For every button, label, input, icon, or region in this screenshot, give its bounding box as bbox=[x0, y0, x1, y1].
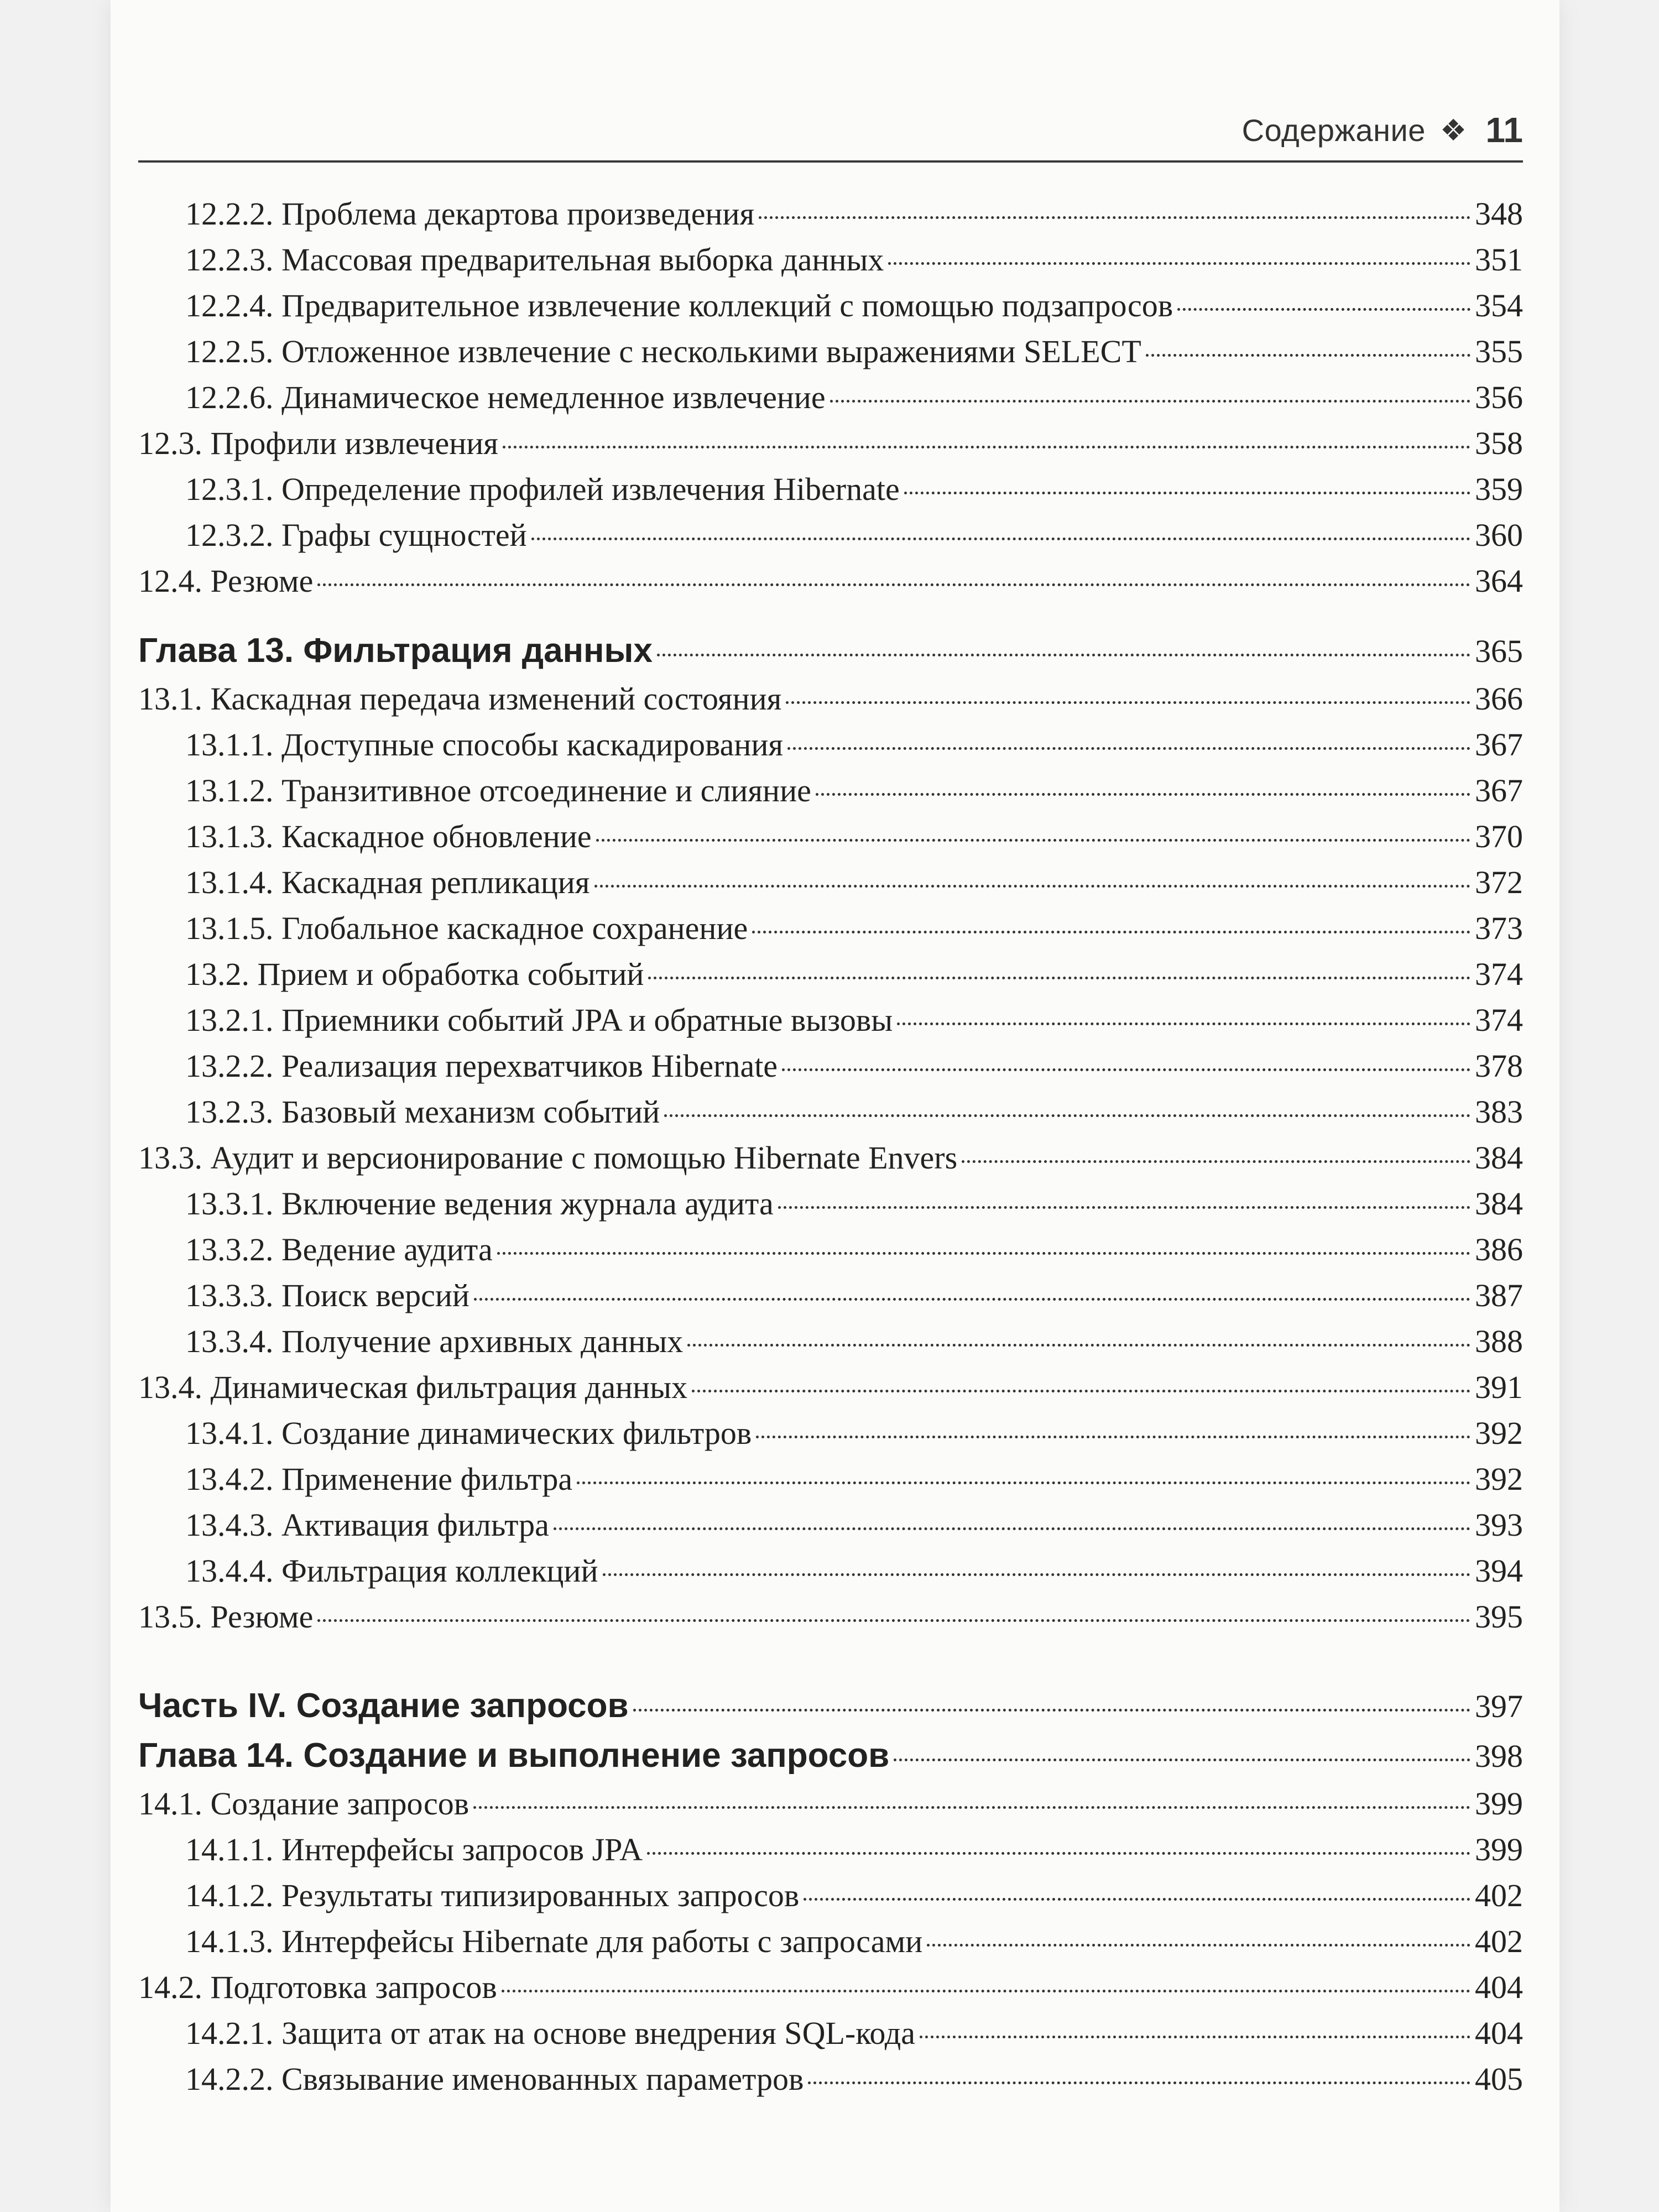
toc-entry-title: 13.1.1. Доступные способы каскадирования bbox=[185, 727, 784, 763]
toc-entry bbox=[138, 512, 1523, 558]
toc-entry-title: Глава 14. Создание и выполнение запросов bbox=[138, 1736, 890, 1775]
toc-entry-title: 13.4.2. Применение фильтра bbox=[185, 1461, 573, 1497]
toc-entry-page: 404 bbox=[1475, 2015, 1523, 2051]
section-title: Содержание bbox=[1241, 112, 1426, 148]
toc-entry-title: 13.1. Каскадная передача изменений состояния bbox=[138, 681, 782, 717]
dot-leader bbox=[759, 216, 1470, 219]
dot-leader bbox=[317, 583, 1470, 586]
toc-entry bbox=[138, 997, 1523, 1043]
toc-entry-page: 402 bbox=[1475, 1923, 1523, 1959]
dot-leader bbox=[786, 701, 1470, 704]
toc-entry-page: 370 bbox=[1475, 818, 1523, 854]
toc-entry-title: 13.1.4. Каскадная репликация bbox=[185, 864, 590, 900]
toc-entry-title: 14.2.1. Защита от атак на основе внедрения SQL-кода bbox=[185, 2015, 916, 2051]
toc-entry-title: 12.2.5. Отложенное извлечение с несколькими выражениями SELECT bbox=[185, 333, 1141, 369]
toc-entry bbox=[138, 558, 1523, 604]
toc-entry-title: 13.3.4. Получение архивных данных bbox=[185, 1323, 684, 1359]
dot-leader bbox=[502, 1990, 1470, 1992]
toc-entry-title: 13.5. Резюме bbox=[138, 1599, 314, 1635]
dot-leader bbox=[804, 1898, 1470, 1901]
table-of-contents bbox=[138, 191, 1523, 2102]
toc-entry-page: 374 bbox=[1475, 1002, 1523, 1038]
dot-leader bbox=[888, 262, 1470, 265]
toc-entry-page: 348 bbox=[1475, 196, 1523, 232]
toc-entry-page: 398 bbox=[1475, 1738, 1523, 1774]
toc-entry-title: 13.2.2. Реализация перехватчиков Hibernate bbox=[185, 1048, 778, 1084]
toc-entry bbox=[138, 191, 1523, 237]
toc-entry-page: 367 bbox=[1475, 773, 1523, 808]
toc-entry bbox=[138, 1272, 1523, 1318]
toc-entry-page: 384 bbox=[1475, 1140, 1523, 1176]
toc-entry-page: 351 bbox=[1475, 242, 1523, 278]
toc-entry bbox=[138, 2010, 1523, 2056]
dot-leader bbox=[664, 1114, 1470, 1117]
dot-leader bbox=[594, 885, 1471, 888]
toc-entry-page: 399 bbox=[1475, 1832, 1523, 1867]
toc-entry bbox=[138, 1964, 1523, 2010]
toc-entry-title: Часть IV. Создание запросов bbox=[138, 1687, 629, 1725]
toc-entry-page: 374 bbox=[1475, 956, 1523, 992]
dot-leader bbox=[756, 1436, 1470, 1438]
toc-entry-page: 395 bbox=[1475, 1599, 1523, 1635]
dot-leader bbox=[603, 1573, 1471, 1576]
toc-entry bbox=[138, 1872, 1523, 1918]
toc-entry-page: 386 bbox=[1475, 1232, 1523, 1267]
toc-entry bbox=[138, 905, 1523, 951]
toc-entry-title: 13.4.4. Фильтрация коллекций bbox=[185, 1553, 598, 1589]
toc-entry bbox=[138, 374, 1523, 420]
toc-entry-title: 12.3. Профили извлечения bbox=[138, 425, 498, 461]
page-number: 11 bbox=[1485, 110, 1523, 150]
toc-entry-page: 373 bbox=[1475, 910, 1523, 946]
toc-entry-title: 12.3.2. Графы сущностей bbox=[185, 517, 527, 553]
toc-entry-page: 378 bbox=[1475, 1048, 1523, 1084]
toc-entry bbox=[138, 1918, 1523, 1964]
toc-entry-page: 383 bbox=[1475, 1094, 1523, 1130]
toc-entry-page: 365 bbox=[1475, 633, 1523, 669]
toc-entry-title: 12.3.1. Определение профилей извлечения Hibernate bbox=[185, 471, 900, 507]
toc-entry-page: 360 bbox=[1475, 517, 1523, 553]
toc-entry-title: 13.1.2. Транзитивное отсоединение и слияние bbox=[185, 773, 811, 808]
toc-entry-title: 13.3. Аудит и версионирование с помощью Hibernate Envers bbox=[138, 1140, 958, 1176]
toc-entry-page: 399 bbox=[1475, 1786, 1523, 1822]
dot-leader bbox=[577, 1481, 1470, 1484]
dot-leader bbox=[503, 446, 1470, 448]
toc-entry-page: 391 bbox=[1475, 1369, 1523, 1405]
toc-entry-page: 372 bbox=[1475, 864, 1523, 900]
toc-entry-page: 388 bbox=[1475, 1323, 1523, 1359]
toc-entry-title: 13.1.5. Глобальное каскадное сохранение bbox=[185, 910, 748, 946]
dot-leader bbox=[687, 1344, 1470, 1347]
toc-entry bbox=[138, 1594, 1523, 1640]
toc-entry-title: 12.2.6. Динамическое немедленное извлечение bbox=[185, 379, 826, 415]
toc-entry bbox=[138, 813, 1523, 859]
toc-entry bbox=[138, 722, 1523, 768]
toc-entry-title: 13.4.1. Создание динамических фильтров bbox=[185, 1415, 752, 1451]
dot-leader bbox=[596, 839, 1470, 842]
toc-entry-title: 13.3.2. Ведение аудита bbox=[185, 1232, 493, 1267]
toc-entry-title: 13.2.3. Базовый механизм событий bbox=[185, 1094, 660, 1130]
toc-entry bbox=[138, 1781, 1523, 1827]
toc-entry-page: 387 bbox=[1475, 1277, 1523, 1313]
toc-entry-page: 392 bbox=[1475, 1415, 1523, 1451]
toc-entry-page: 404 bbox=[1475, 1969, 1523, 2005]
dot-leader bbox=[808, 2081, 1470, 2084]
toc-entry-title: 13.2.1. Приемники событий JPA и обратные вызовы bbox=[185, 1002, 893, 1038]
dot-leader bbox=[648, 977, 1470, 979]
toc-entry-title: Глава 13. Фильтрация данных bbox=[138, 632, 653, 670]
dot-leader bbox=[904, 492, 1470, 494]
toc-entry-title: 13.4.3. Активация фильтра bbox=[185, 1507, 549, 1543]
dot-leader bbox=[633, 1709, 1470, 1712]
dot-leader bbox=[782, 1068, 1470, 1071]
toc-entry-title: 12.4. Резюме bbox=[138, 563, 314, 599]
dot-leader bbox=[497, 1252, 1470, 1255]
toc-entry-title: 14.1.1. Интерфейсы запросов JPA bbox=[185, 1832, 643, 1867]
dot-leader bbox=[778, 1206, 1470, 1209]
dot-leader bbox=[897, 1022, 1470, 1025]
toc-entry bbox=[138, 1364, 1523, 1410]
toc-entry-title: 13.1.3. Каскадное обновление bbox=[185, 818, 592, 854]
toc-entry-page: 354 bbox=[1475, 288, 1523, 324]
toc-entry-title: 14.1. Создание запросов bbox=[138, 1786, 469, 1822]
dot-leader bbox=[830, 400, 1470, 403]
toc-entry-title: 13.4. Динамическая фильтрация данных bbox=[138, 1369, 688, 1405]
toc-entry bbox=[138, 1043, 1523, 1089]
toc-part-entry bbox=[138, 1681, 1523, 1731]
toc-entry-page: 384 bbox=[1475, 1186, 1523, 1222]
dot-leader bbox=[894, 1759, 1470, 1761]
toc-chapter-entry bbox=[138, 626, 1523, 676]
toc-entry bbox=[138, 2056, 1523, 2102]
toc-entry-page: 402 bbox=[1475, 1877, 1523, 1913]
toc-entry-page: 364 bbox=[1475, 563, 1523, 599]
toc-entry-title: 12.2.3. Массовая предварительная выборка данных bbox=[185, 242, 884, 278]
toc-entry bbox=[138, 1456, 1523, 1502]
toc-entry-page: 392 bbox=[1475, 1461, 1523, 1497]
dot-leader bbox=[787, 747, 1470, 750]
toc-entry-title: 12.2.4. Предварительное извлечение коллекций с помощью подзапросов bbox=[185, 288, 1173, 324]
spacer bbox=[138, 604, 1523, 626]
header-rule bbox=[138, 160, 1523, 163]
toc-entry bbox=[138, 951, 1523, 997]
toc-entry bbox=[138, 676, 1523, 722]
toc-entry bbox=[138, 1181, 1523, 1227]
toc-entry-page: 394 bbox=[1475, 1553, 1523, 1589]
toc-entry-title: 14.2.2. Связывание именованных параметров bbox=[185, 2061, 804, 2097]
dot-leader bbox=[531, 538, 1470, 540]
toc-entry bbox=[138, 1410, 1523, 1456]
dot-leader bbox=[920, 2036, 1470, 2038]
toc-entry bbox=[138, 1502, 1523, 1548]
toc-entry bbox=[138, 328, 1523, 374]
toc-entry bbox=[138, 1227, 1523, 1272]
toc-entry bbox=[138, 237, 1523, 283]
dot-leader bbox=[962, 1160, 1470, 1163]
dot-leader bbox=[927, 1944, 1470, 1947]
toc-entry-page: 356 bbox=[1475, 379, 1523, 415]
toc-entry-page: 359 bbox=[1475, 471, 1523, 507]
dot-leader bbox=[1177, 308, 1470, 311]
dot-leader bbox=[473, 1806, 1470, 1809]
dot-leader bbox=[554, 1527, 1470, 1530]
dot-leader bbox=[692, 1390, 1470, 1392]
toc-entry-title: 13.3.1. Включение ведения журнала аудита bbox=[185, 1186, 774, 1222]
dot-leader bbox=[317, 1619, 1470, 1622]
dot-leader bbox=[1146, 354, 1470, 357]
toc-entry-title: 12.2.2. Проблема декартова произведения bbox=[185, 196, 755, 232]
spacer bbox=[138, 1640, 1523, 1681]
toc-entry bbox=[138, 1089, 1523, 1135]
toc-entry bbox=[138, 859, 1523, 905]
toc-entry-title: 13.2. Прием и обработка событий bbox=[185, 956, 644, 992]
toc-entry-page: 405 bbox=[1475, 2061, 1523, 2097]
toc-entry-page: 366 bbox=[1475, 681, 1523, 717]
toc-entry bbox=[138, 1135, 1523, 1181]
dot-leader bbox=[657, 654, 1470, 656]
ornament-icon: ❖ bbox=[1439, 112, 1467, 148]
toc-entry-title: 14.2. Подготовка запросов bbox=[138, 1969, 497, 2005]
dot-leader bbox=[647, 1852, 1470, 1855]
toc-entry bbox=[138, 1318, 1523, 1364]
dot-leader bbox=[816, 793, 1470, 796]
dot-leader bbox=[752, 931, 1470, 933]
toc-entry-page: 393 bbox=[1475, 1507, 1523, 1543]
toc-entry-title: 14.1.2. Результаты типизированных запросов bbox=[185, 1877, 800, 1913]
toc-entry bbox=[138, 1827, 1523, 1872]
running-header bbox=[138, 105, 1523, 155]
toc-entry-title: 14.1.3. Интерфейсы Hibernate для работы с запросами bbox=[185, 1923, 923, 1959]
toc-entry-page: 355 bbox=[1475, 333, 1523, 369]
dot-leader bbox=[474, 1298, 1470, 1301]
toc-entry bbox=[138, 283, 1523, 328]
toc-entry bbox=[138, 466, 1523, 512]
toc-chapter-entry bbox=[138, 1731, 1523, 1781]
toc-entry-page: 358 bbox=[1475, 425, 1523, 461]
toc-entry-page: 397 bbox=[1475, 1688, 1523, 1724]
toc-entry bbox=[138, 768, 1523, 813]
toc-entry-title: 13.3.3. Поиск версий bbox=[185, 1277, 469, 1313]
toc-entry-page: 367 bbox=[1475, 727, 1523, 763]
toc-entry bbox=[138, 420, 1523, 466]
toc-entry bbox=[138, 1548, 1523, 1594]
